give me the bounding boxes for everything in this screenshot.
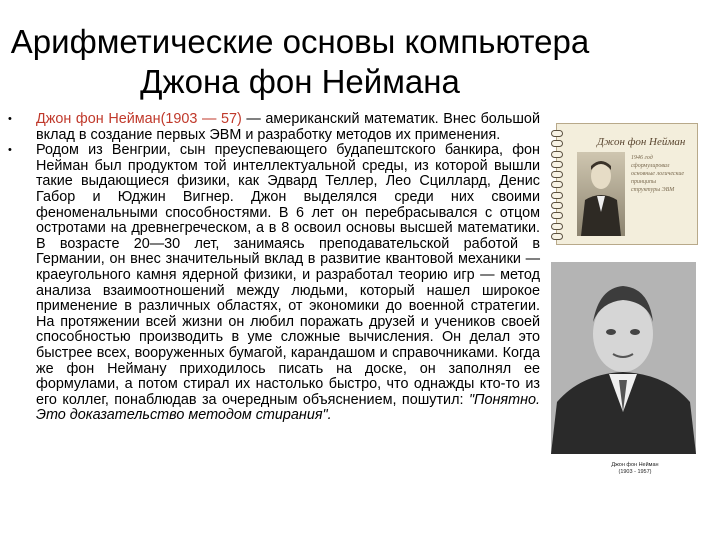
biography-quote: "Понятно. Это доказательство методом стирания". (36, 391, 540, 424)
bullet-intro (8, 112, 540, 143)
notebook-card (556, 123, 698, 245)
slide-title: Арифметические основы компьютера Джона фон Неймана (10, 23, 590, 100)
portrait-photo (551, 262, 696, 454)
intro-text: — американский математик. Внес большой вклад в создание первых ЭВМ и разработку методов их применения. (36, 111, 540, 143)
bullet-dot: • (8, 144, 12, 157)
bullet-biography (8, 143, 540, 424)
bullet-list (8, 112, 540, 424)
card-text: 1946 год сформулировал основные логические принципы структуры ЭВМ (631, 155, 685, 193)
card-title: Джон фон Нейман (597, 136, 686, 148)
spiral-binding (551, 130, 563, 240)
card-portrait-image (577, 152, 625, 236)
bullet-dot: • (8, 113, 12, 125)
biography-text: Родом из Венгрии, сын преуспевающего будапештского банкира, фон Нейман был продуктом той интеллектуальной среды, из которой вышли такие выдающиеся физики, как Эдвард Теллер, Лео Сциллард, Денис Габор и Юджин Вигнер. Джон выделялся среди них своими феноменальными способностями. В 6 лет он перебрасывался с отцом остротами на древнегреческом, а в 8 освоил основы высшей математики. В возрасте 20—30 лет, занимаясь преподавательской работой в Германии, он внес значительный вклад в развитие квантовой механики — краеугольного камня ядерной физики, и разработал теорию игр — метод анализа взаимоотношений между людьми, который нашел широкое применение в различных областях, от экономики до военной стратегии. На протяжении всей жизни он любил поражать друзей и учеников своей способностью производить в уме сложные вычисления. Он делал это быстрее всех, вооруженных бумагой, карандашом и справочниками. Когда же фон Нейману приходилось писать на доске, он заполнял ее формулами, а потом стирал их настолько быстро, что однажды кто-то из его коллег, понаблюдав за очередным объяснением, пошутил: (36, 142, 540, 408)
name-dates: Джон фон Нейман(1903 — 57) (36, 111, 242, 127)
photo-caption: Джон фон Нейман (1903 - 1957) (611, 462, 659, 475)
